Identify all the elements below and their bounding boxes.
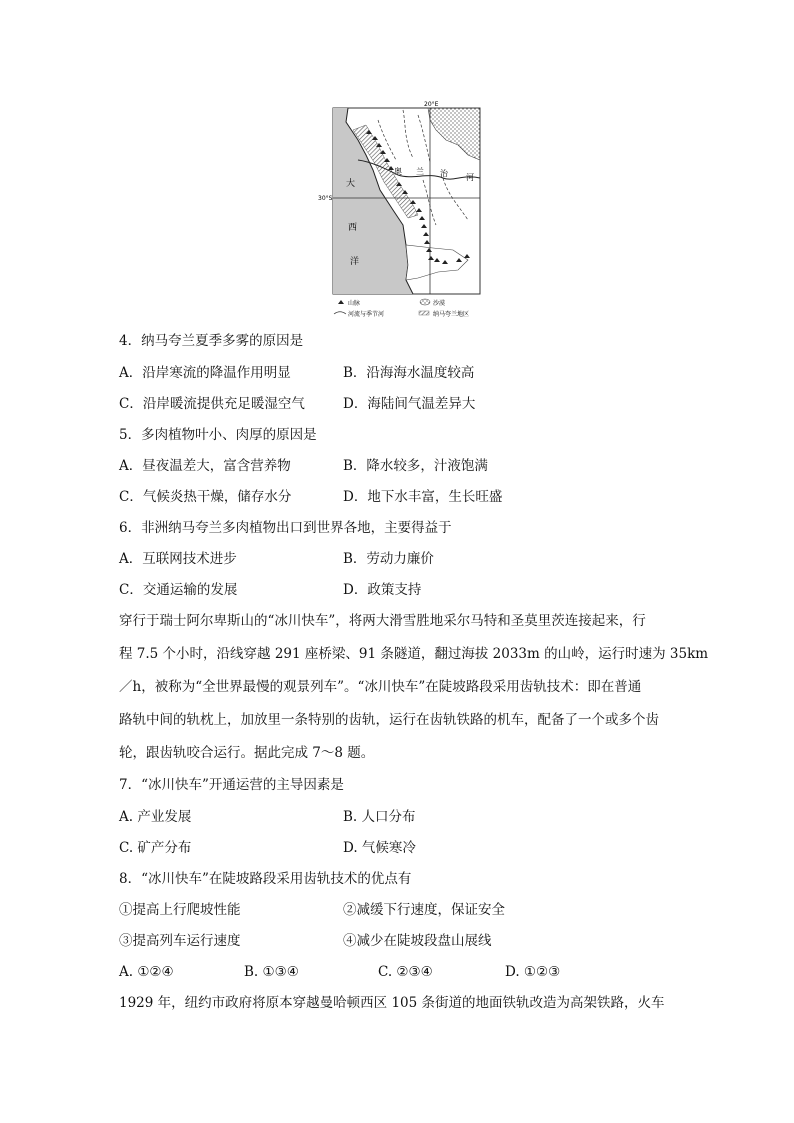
q8-option-d[interactable]: D. ①②③ <box>505 964 561 980</box>
map-legend <box>334 299 469 318</box>
svg-text:河流与季节河: 河流与季节河 <box>348 311 385 318</box>
q6-stem: 6．非洲纳马夸兰多肉植物出口到世界各地，主要得益于 <box>119 520 452 536</box>
q8-option-b[interactable]: B. ①③④ <box>244 964 299 980</box>
lon-label: 20°E <box>424 101 439 108</box>
river-char-4: 河 <box>466 173 474 182</box>
q8-statement-3: ③提高列车运行速度 <box>119 933 241 949</box>
river-char-1: 奥 <box>394 167 402 176</box>
q6-option-c[interactable]: C．交通运输的发展 <box>119 582 238 598</box>
q4-option-b[interactable]: B．沿海海水温度较高 <box>343 365 475 381</box>
ocean-char-3: 洋 <box>350 257 360 267</box>
river-char-2: 兰 <box>416 167 424 176</box>
q8-stem: 8．“冰川快车”在陡坡路段采用齿轨技术的优点有 <box>119 871 412 887</box>
q7-option-a[interactable]: A. 产业发展 <box>119 809 192 825</box>
legend-mountain-icon <box>338 300 344 304</box>
q4-stem: 4．纳马夸兰夏季多雾的原因是 <box>119 333 304 349</box>
ocean-char-2: 西 <box>348 223 358 233</box>
q8-option-a[interactable]: A. ①②④ <box>119 964 174 980</box>
q8-statement-1: ①提高上行爬坡性能 <box>119 902 241 918</box>
legend-desert-icon <box>420 299 430 305</box>
q8-statement-4: ④减少在陡坡段盘山展线 <box>343 933 492 949</box>
lat-label: 30°S <box>318 195 333 202</box>
q5-option-b[interactable]: B．降水较多，汁液饱满 <box>343 458 488 474</box>
q7-option-c[interactable]: C. 矿产分布 <box>119 840 192 856</box>
legend-region-icon <box>419 311 429 315</box>
q5-stem: 5．多肉植物叶小、肉厚的原因是 <box>119 427 317 443</box>
svg-text:沙漠: 沙漠 <box>433 300 446 307</box>
q8-statement-2: ②减缓下行速度，保证安全 <box>343 902 505 918</box>
svg-text:山脉: 山脉 <box>348 300 361 307</box>
river-char-3: 治 <box>440 169 448 178</box>
q7-stem: 7．“冰川快车”开通运营的主导因素是 <box>119 777 344 793</box>
q5-option-c[interactable]: C．气候炎热干燥，储存水分 <box>119 489 292 505</box>
q7-option-b[interactable]: B. 人口分布 <box>343 809 416 825</box>
q5-option-d[interactable]: D．地下水丰富，生长旺盛 <box>343 489 503 505</box>
q4-option-a[interactable]: A．沿岸寒流的降温作用明显 <box>119 365 291 381</box>
namaqualand-map <box>318 100 498 325</box>
passage1-line-3: ／h，被称为“全世界最慢的观景列车”。“冰川快车”在陡坡路段采用齿轨技术：即在普通 <box>119 679 642 695</box>
q8-option-c[interactable]: C. ②③④ <box>378 964 433 980</box>
q5-option-a[interactable]: A．昼夜温差大，富含营养物 <box>119 458 291 474</box>
q6-option-a[interactable]: A．互联网技术进步 <box>119 551 237 567</box>
q6-option-d[interactable]: D．政策支持 <box>343 582 422 598</box>
svg-text:纳马夸兰地区: 纳马夸兰地区 <box>433 311 470 318</box>
ocean-char-1: 大 <box>346 179 356 189</box>
passage1-line-4: 路轨中间的轨枕上，加放里一条特别的齿轨，运行在齿轨铁路的机车，配备了一个或多个齿 <box>119 712 659 728</box>
q7-option-d[interactable]: D. 气候寒冷 <box>343 840 416 856</box>
q4-option-c[interactable]: C．沿岸暖流提供充足暖湿空气 <box>119 396 305 412</box>
q6-option-b[interactable]: B．劳动力廉价 <box>343 551 434 567</box>
passage2-line-1: 1929 年，纽约市政府将原本穿越曼哈顿西区 105 条街道的地面铁轨改造为高架铁路，火车 <box>119 995 665 1011</box>
passage1-line-1: 穿行于瑞士阿尔卑斯山的“冰川快车”，将两大滑雪胜地采尔马特和圣莫里茨连接起来，行 <box>119 613 646 629</box>
passage1-line-5: 轮，跟齿轨咬合运行。据此完成 7～8 题。 <box>119 745 375 761</box>
legend-river-icon <box>334 312 346 314</box>
passage1-line-2: 程 7.5 个小时，沿线穿越 291 座桥梁、91 条隧道，翻过海拔 2033m 的山岭，运行时速为 35km <box>119 646 709 662</box>
q4-option-d[interactable]: D．海陆间气温差异大 <box>343 396 476 412</box>
